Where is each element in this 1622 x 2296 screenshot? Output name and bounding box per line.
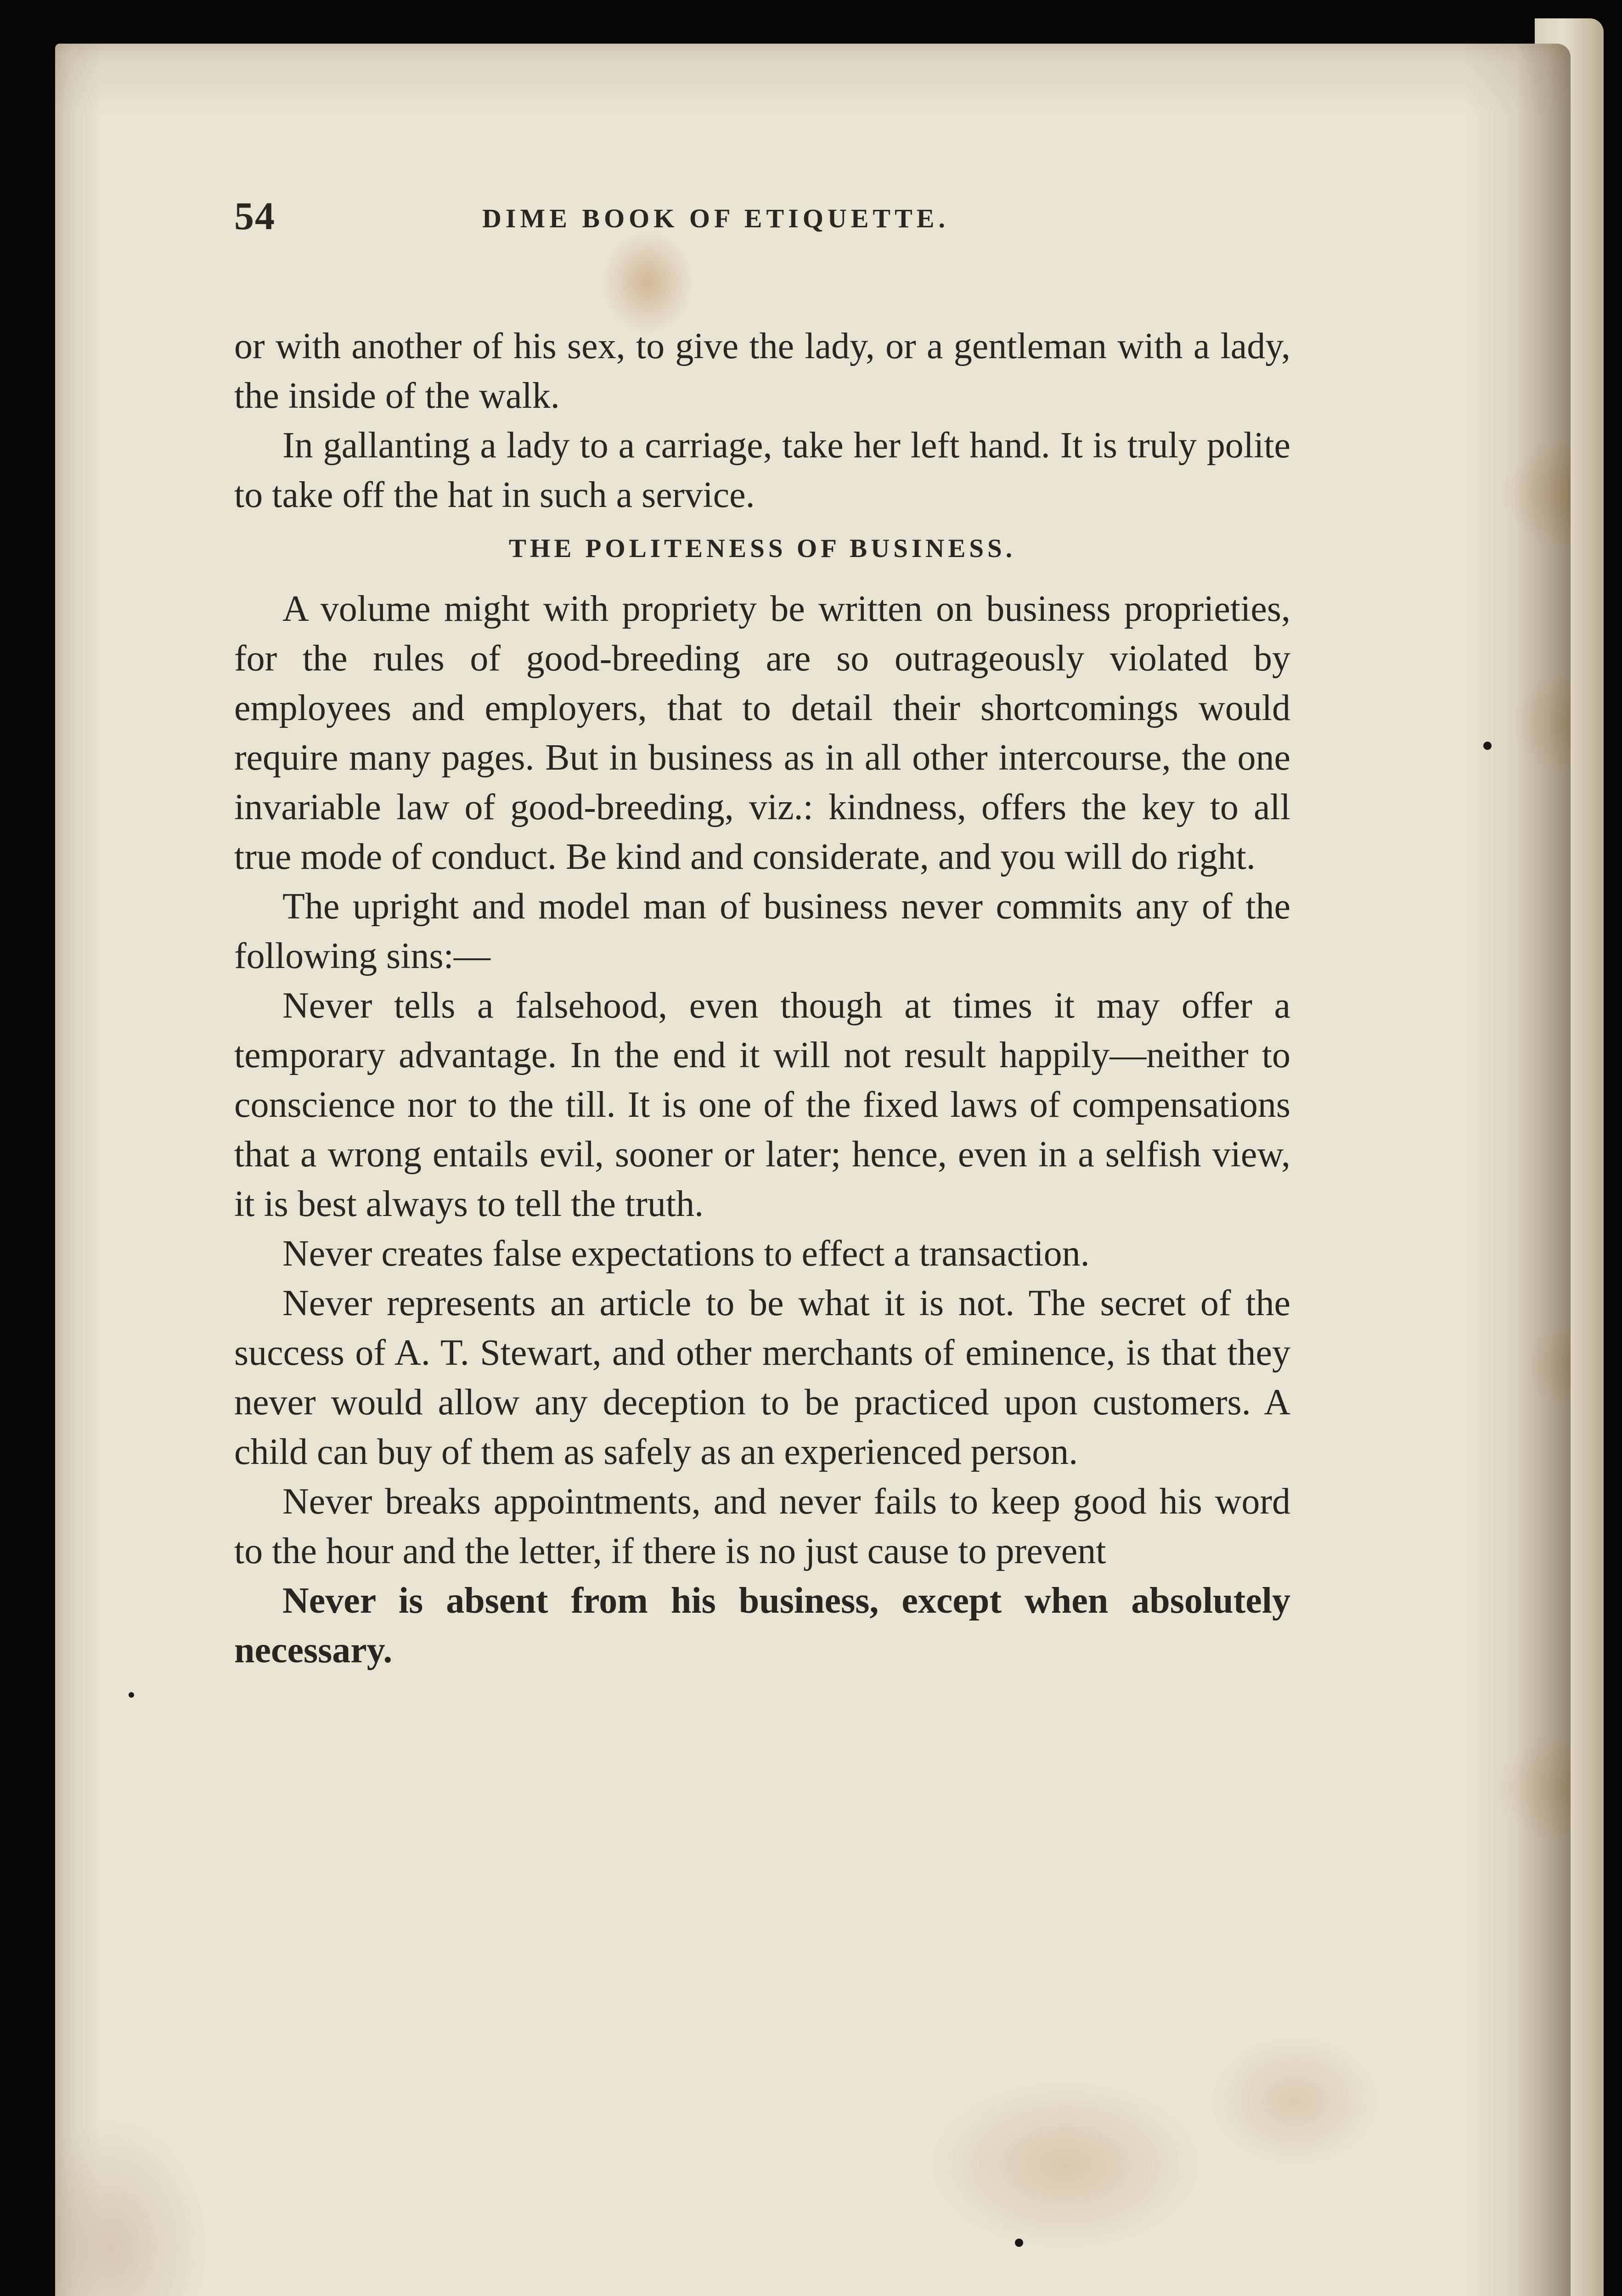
running-head: DIME BOOK OF ETIQUETTE. <box>482 203 949 233</box>
paragraph-false-expectations: Never creates false expectations to effect a transaction. <box>282 1233 1090 1274</box>
paragraph-continuation: or with another of his sex, to give the lady, or a gentleman with a lady, the inside of the walk. <box>234 326 1290 416</box>
ink-speck <box>1483 742 1492 750</box>
page-header <box>234 193 1290 271</box>
ink-speck <box>129 1692 134 1698</box>
body-text <box>234 321 1290 1675</box>
paragraph-upright-man: The upright and model man of business never commits any of the following sins:— <box>234 886 1290 976</box>
section-heading: THE POLITENESS OF BUSINESS. <box>508 534 1016 563</box>
paragraph-falsehood: Never tells a falsehood, even though at times it may offer a temporary advantage. In the end it will not result happily—neither to conscience nor to the till. It is one of the fixed laws of compensations that a wrong entails evil, sooner or later; hence, even in a selfish view, it is best always to tell the truth. <box>234 985 1290 1224</box>
paragraph-carriage: In gallanting a lady to a carriage, take her left hand. It is truly polite to take off the hat in such a service. <box>234 425 1290 515</box>
ink-speck <box>1015 2239 1023 2247</box>
page-number: 54 <box>234 194 276 238</box>
paragraph-volume: A volume might with propriety be written on business proprieties, for the rules of good-breeding are so outrageously violated by employees and employers, that to detail their shortcomings would require many pages. But in business as in all other intercourse, the one invariable law of good-breeding, viz.: kindness, offers the key to all true mode of conduct. Be kind and considerate, and you will do right. <box>234 589 1290 877</box>
paragraph-appointments: Never breaks appointments, and never fails to keep good his word to the hour and the letter, if there is no just cause to prevent <box>234 1481 1290 1571</box>
paragraph-absent: Never is absent from his business, except when absolutely necessary. <box>234 1581 1290 1671</box>
paragraph-represents-article: Never represents an article to be what it is not. The secret of the success of A. T. Stewart, and other merchants of eminence, is that they never would allow any deception to be practiced upon customers. A child can buy of them as safely as an experienced person. <box>234 1283 1290 1472</box>
